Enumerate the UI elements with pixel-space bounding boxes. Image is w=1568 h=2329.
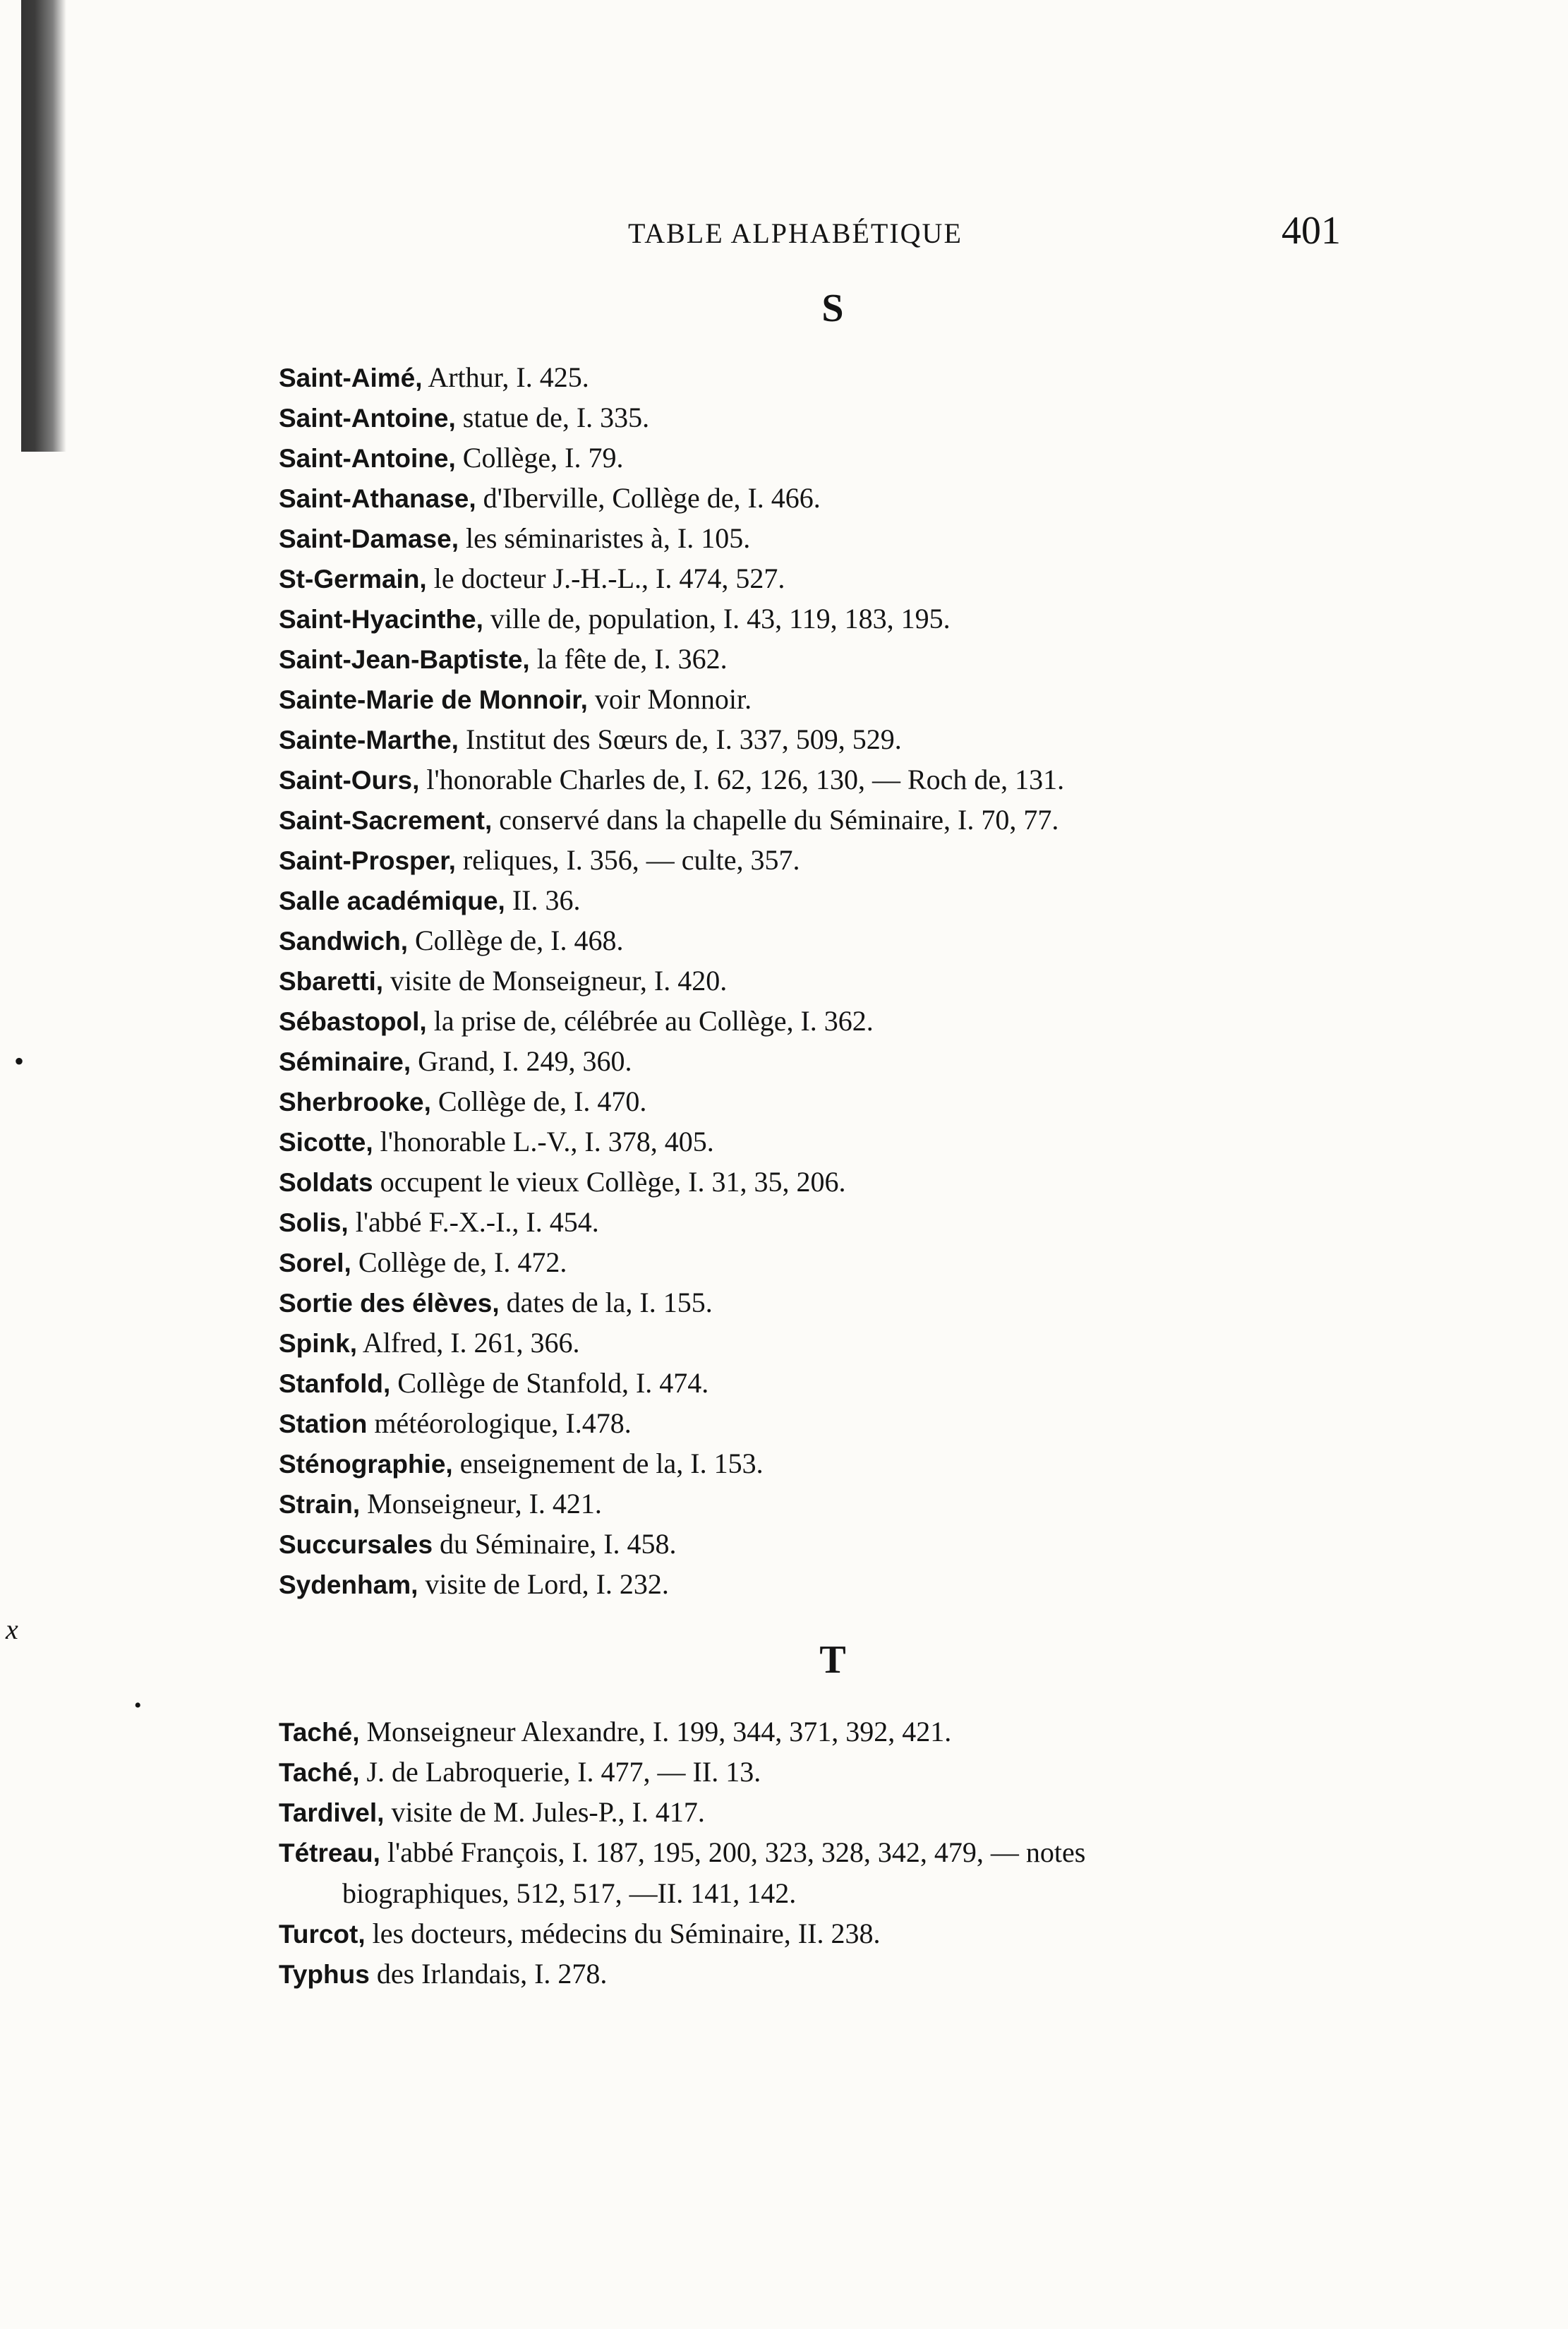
index-entry <box>279 1282 1535 1323</box>
entry-term: Taché, <box>279 1718 360 1747</box>
entry-term: Sainte-Marie de Monnoir, <box>279 685 588 714</box>
entry-term: Saint-Damase, <box>279 524 459 553</box>
index-entry <box>279 558 1535 598</box>
index-entry <box>279 1202 1535 1242</box>
entry-text: conservé dans la chapelle du Séminaire, I. 70, 77. <box>492 804 1059 836</box>
index-entry <box>279 1954 1535 1994</box>
entry-term: Soldats <box>279 1168 373 1197</box>
index-entry <box>279 759 1535 800</box>
index-entry <box>279 478 1535 518</box>
entry-term: Saint-Sacrement, <box>279 806 493 835</box>
running-title: TABLE ALPHABÉTIQUE <box>628 217 963 249</box>
margin-star-mark: • <box>134 1694 142 1717</box>
entry-term: Tardivel, <box>279 1798 385 1827</box>
scanned-page-edge <box>21 0 66 452</box>
entry-text: Collège, I. 79. <box>455 442 624 474</box>
entry-term: Station <box>279 1409 368 1438</box>
page-header <box>628 208 1341 258</box>
entry-text: Grand, I. 249, 360. <box>411 1045 632 1077</box>
index-entry <box>279 840 1535 880</box>
entry-text: Institut des Sœurs de, I. 337, 509, 529. <box>458 723 902 755</box>
entry-term: Sbaretti, <box>279 967 384 996</box>
entry-term: Turcot, <box>279 1920 366 1949</box>
entry-term: Sicotte, <box>279 1128 373 1157</box>
index-entry <box>279 961 1535 1001</box>
entry-text: Arthur, I. 425. <box>422 361 589 393</box>
entry-text: Monseigneur Alexandre, I. 199, 344, 371, 392, 421. <box>359 1716 952 1747</box>
margin-dot-mark: • <box>14 1045 25 1077</box>
entry-term: Strain, <box>279 1490 361 1519</box>
entry-text: le docteur J.-H.-L., I. 474, 527. <box>426 562 785 594</box>
entry-term: Saint-Antoine, <box>279 444 456 473</box>
entry-text: Monseigneur, I. 421. <box>360 1488 602 1519</box>
entry-text: l'honorable Charles de, I. 62, 126, 130, — Roch de, 131. <box>419 764 1065 795</box>
margin-x-mark: x <box>6 1613 18 1645</box>
index-entry <box>279 880 1535 920</box>
entry-term: Sainte-Marthe, <box>279 726 459 754</box>
entry-continuation: biographiques, 512, 517, —II. 141, 142. <box>342 1877 797 1909</box>
entry-text: Collège de, I. 470. <box>430 1085 647 1117</box>
entry-text: visite de M. Jules-P., I. 417. <box>384 1796 705 1828</box>
entry-term: Séminaire, <box>279 1047 411 1076</box>
entry-text: voir Monnoir. <box>587 683 752 715</box>
entry-text: des Irlandais, I. 278. <box>369 1958 608 1990</box>
index-entry <box>279 1242 1535 1282</box>
index-entry <box>279 920 1535 961</box>
entry-text: ville de, population, I. 43, 119, 183, 195. <box>483 603 951 634</box>
entry-text: statue de, I. 335. <box>455 402 650 433</box>
entry-text: visite de Lord, I. 232. <box>418 1568 669 1600</box>
entry-term: Sydenham, <box>279 1570 418 1599</box>
entry-term: Spink, <box>279 1329 358 1358</box>
entry-text: l'abbé F.-X.-I., I. 454. <box>348 1206 599 1238</box>
index-entry <box>279 438 1535 478</box>
entry-term: Sortie des élèves, <box>279 1289 500 1318</box>
index-entry <box>279 1041 1535 1081</box>
index-entry <box>279 639 1535 679</box>
entry-text: météorologique, I.478. <box>367 1407 632 1439</box>
index-list-t <box>279 1711 1535 1994</box>
section-letter-t: T <box>819 1638 846 1682</box>
entry-term: Taché, <box>279 1758 360 1787</box>
entry-text: Collège de, I. 468. <box>407 925 624 956</box>
entry-text: la prise de, célébrée au Collège, I. 362. <box>426 1005 874 1037</box>
index-entry <box>279 1001 1535 1041</box>
entry-text: occupent le vieux Collège, I. 31, 35, 206. <box>373 1166 846 1198</box>
index-list-s <box>279 357 1535 1604</box>
entry-text: visite de Monseigneur, I. 420. <box>383 965 728 997</box>
index-entry <box>279 518 1535 558</box>
index-entry <box>279 1832 1535 1913</box>
entry-text: d'Iberville, Collège de, I. 466. <box>476 482 821 514</box>
index-entry <box>279 800 1535 840</box>
index-entry <box>279 719 1535 759</box>
entry-term: Saint-Ours, <box>279 766 420 795</box>
index-entry <box>279 1564 1535 1604</box>
entry-term: St-Germain, <box>279 565 427 594</box>
index-entry <box>279 1323 1535 1363</box>
entry-term: Solis, <box>279 1208 349 1237</box>
entry-text: J. de Labroquerie, I. 477, — II. 13. <box>359 1756 761 1788</box>
index-entry <box>279 1913 1535 1954</box>
index-entry <box>279 1121 1535 1162</box>
page-number: 401 <box>1281 209 1341 253</box>
index-entry <box>279 1081 1535 1121</box>
index-entry <box>279 1162 1535 1202</box>
entry-term: Saint-Aimé, <box>279 363 423 392</box>
index-entry <box>279 1752 1535 1792</box>
section-letter-s: S <box>821 287 844 330</box>
index-entry <box>279 1443 1535 1484</box>
entry-term: Stanfold, <box>279 1369 391 1398</box>
entry-text: II. 36. <box>505 884 581 916</box>
entry-text: du Séminaire, I. 458. <box>433 1528 677 1560</box>
index-entry <box>279 598 1535 639</box>
entry-text: l'abbé François, I. 187, 195, 200, 323, 328, 342, 479, — notes <box>380 1836 1086 1868</box>
index-entry <box>279 679 1535 719</box>
entry-text: les docteurs, médecins du Séminaire, II. 238. <box>365 1918 881 1949</box>
index-entry <box>279 1403 1535 1443</box>
entry-term: Sébastopol, <box>279 1007 427 1036</box>
entry-text: les séminaristes à, I. 105. <box>459 522 751 554</box>
entry-term: Saint-Prosper, <box>279 846 456 875</box>
entry-term: Saint-Athanase, <box>279 484 476 513</box>
entry-text: enseignement de la, I. 153. <box>452 1448 764 1479</box>
entry-term: Saint-Hyacinthe, <box>279 605 483 634</box>
entry-term: Sorel, <box>279 1248 351 1277</box>
entry-term: Salle académique, <box>279 886 505 915</box>
index-entry <box>279 397 1535 438</box>
entry-term: Sherbrooke, <box>279 1088 431 1117</box>
entry-text: la fête de, I. 362. <box>529 643 728 675</box>
entry-text: Collège de, I. 472. <box>351 1246 567 1278</box>
index-entry <box>279 1363 1535 1403</box>
index-entry <box>279 1524 1535 1564</box>
entry-text: reliques, I. 356, — culte, 357. <box>455 844 800 876</box>
entry-term: Typhus <box>279 1960 370 1989</box>
entry-term: Saint-Antoine, <box>279 404 456 433</box>
index-entry <box>279 1792 1535 1832</box>
entry-text: Alfred, I. 261, 366. <box>357 1327 580 1359</box>
entry-text: dates de la, I. 155. <box>499 1287 713 1318</box>
entry-term: Tétreau, <box>279 1838 380 1867</box>
entry-term: Succursales <box>279 1530 433 1559</box>
index-entry <box>279 1484 1535 1524</box>
entry-text: l'honorable L.-V., I. 378, 405. <box>373 1126 714 1157</box>
index-entry <box>279 357 1535 397</box>
index-entry <box>279 1711 1535 1752</box>
entry-term: Sténographie, <box>279 1450 453 1479</box>
entry-text: Collège de Stanfold, I. 474. <box>390 1367 709 1399</box>
entry-term: Saint-Jean-Baptiste, <box>279 645 530 674</box>
entry-term: Sandwich, <box>279 927 408 956</box>
